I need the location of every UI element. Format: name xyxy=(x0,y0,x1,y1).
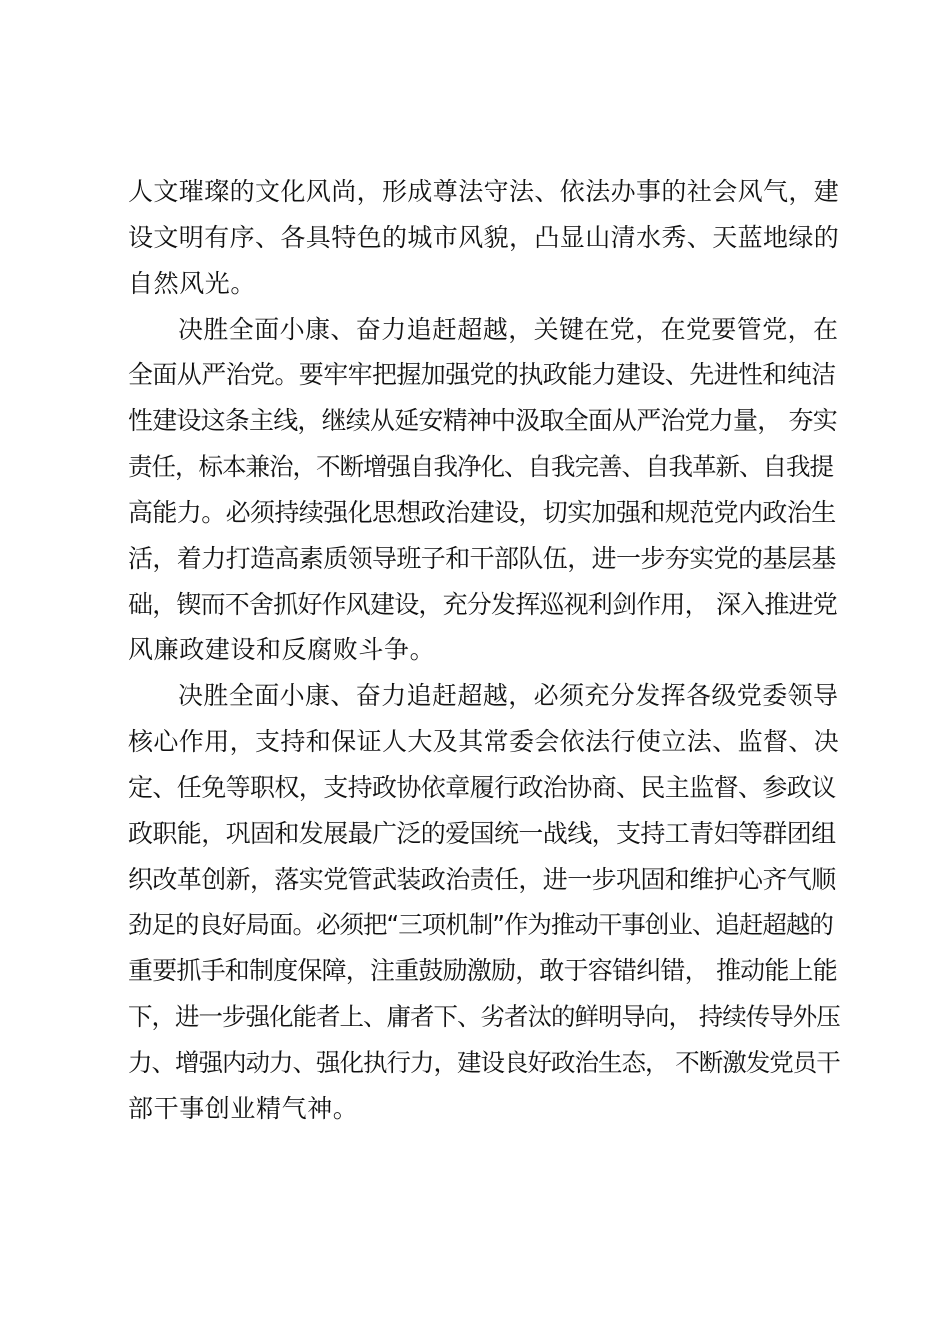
paragraph-2-line-4: 责任，标本兼治，不断增强自我净化、自我完善、自我革新、自我提 xyxy=(128,452,833,481)
paragraph-3-line-1: 决胜全面小康、奋力追赶超越，必须充分发挥各级党委领导 xyxy=(178,681,839,710)
paragraph-2-line-3: 性建设这条主线，继续从延安精神中汲取全面从严治党力量， 夯实 xyxy=(128,406,837,435)
paragraph-3-line-2: 核心作用，支持和保证人大及其常委会依法行使立法、监督、决 xyxy=(128,727,840,756)
paragraph-3-line-6: 劲足的良好局面。必须把“三项机制”作为推动干事创业、追赶超越的 xyxy=(128,910,833,939)
paragraph-3-line-8: 下，进一步强化能者上、庸者下、劣者汰的鲜明导向， 持续传导外压 xyxy=(128,1002,840,1031)
paragraph-1-line-2: 设文明有序、各具特色的城市风貌，凸显山清水秀、天蓝地绿的 xyxy=(128,223,840,252)
paragraph-1-line-3: 自然风光。 xyxy=(128,269,257,298)
paragraph-3-line-10: 部干事创业精气神。 xyxy=(128,1094,359,1123)
paragraph-3-line-5: 织改革创新，落实党管武装政治责任，进一步巩固和维护心齐气顺 xyxy=(128,865,836,894)
paragraph-2-line-2: 全面从严治党。要牢牢把握加强党的执政能力建设、先进性和纯洁 xyxy=(128,360,836,389)
paragraph-2-line-1: 决胜全面小康、奋力追赶超越，关键在党，在党要管党，在 xyxy=(178,315,839,344)
paragraph-3-line-4: 政职能，巩固和发展最广泛的爱国统一战线，支持工青妇等群团组 xyxy=(128,819,836,848)
paragraph-1-line-1: 人文璀璨的文化风尚，形成尊法守法、依法办事的社会风气，建 xyxy=(128,177,840,206)
paragraph-3-line-9: 力、增强内动力、强化执行力，建设良好政治生态， 不断激发党员干 xyxy=(128,1048,840,1077)
paragraph-2-line-5: 高能力。必须持续强化思想政治建设，切实加强和规范党内政治生 xyxy=(128,498,836,527)
paragraph-2-line-8: 风廉政建设和反腐败斗争。 xyxy=(128,635,436,664)
paragraph-3-line-3: 定、任免等职权，支持政协依章履行政治协商、民主监督、参政议 xyxy=(128,773,836,802)
paragraph-2-line-6: 活，着力打造高素质领导班子和干部队伍，进一步夯实党的基层基 xyxy=(128,544,836,573)
paragraph-3-line-7: 重要抓手和制度保障，注重鼓励激励，敢于容错纠错， 推动能上能 xyxy=(128,956,837,985)
paragraph-2-line-7: 础，锲而不舍抓好作风建设，充分发挥巡视利剑作用， 深入推进党 xyxy=(128,590,837,619)
